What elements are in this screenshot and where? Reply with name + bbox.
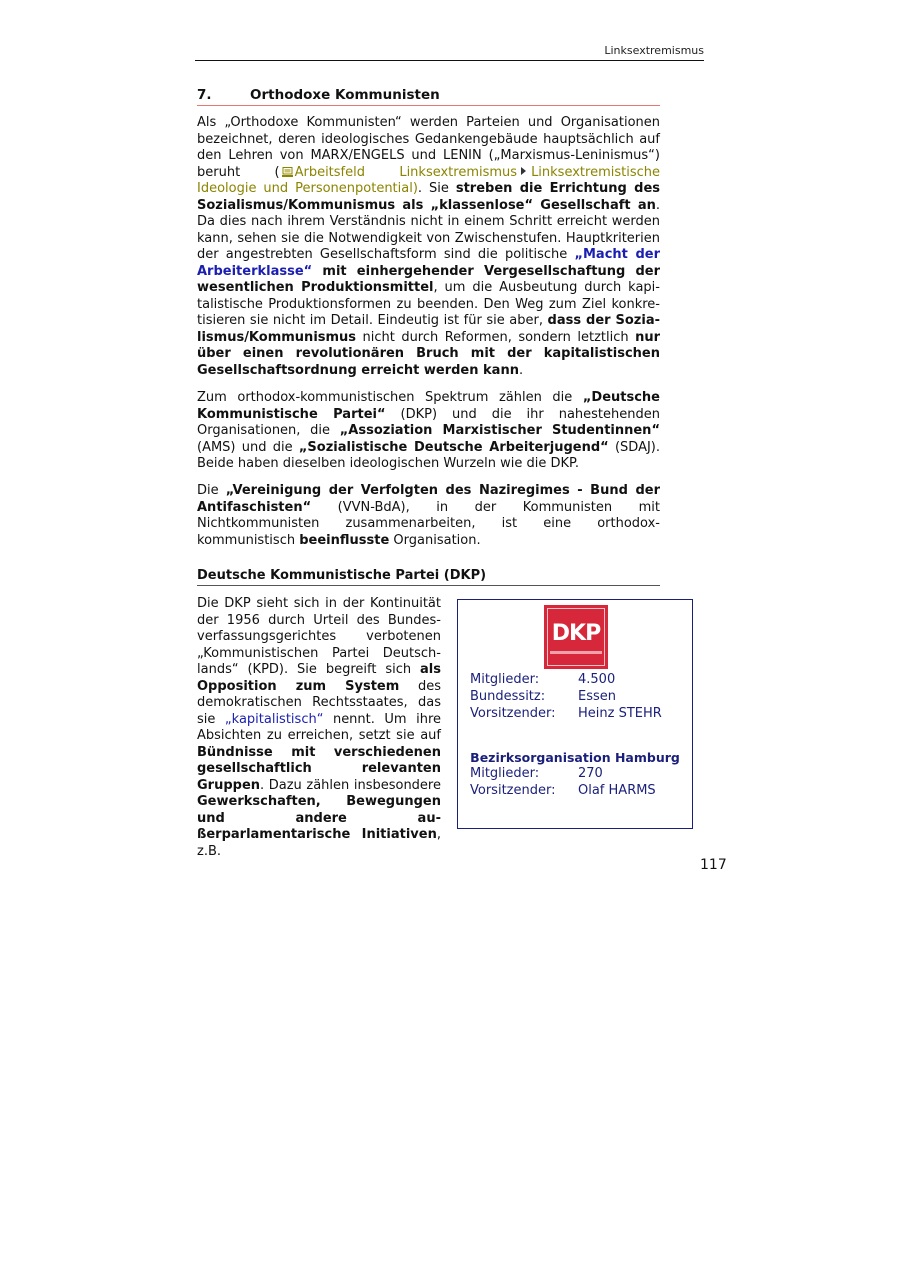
text-run: (SDAJ). Beide haben dieselben ideologischen Wurzeln wie die DKP.	[197, 439, 661, 471]
bold-run: als Opposition zum System	[197, 662, 441, 694]
regional-row-members	[470, 766, 603, 782]
info-label: Mitglieder:	[470, 672, 540, 687]
bold-run: dass der Sozialismus/Kommunismus	[197, 313, 660, 345]
section-heading	[197, 87, 660, 106]
info-row-chair	[470, 706, 662, 722]
text-run: Zum orthodox-kommunistischen Spektrum zählen die	[197, 390, 583, 405]
paragraph-1	[197, 115, 660, 379]
bold-run: beeinflusste	[299, 532, 390, 548]
bold-run: „Assoziation Marxistischer Studentinnen“	[339, 423, 660, 438]
text-run: . Sie	[417, 181, 456, 196]
info-value: 270	[578, 766, 603, 781]
glossary-link-kapitalistisch[interactable]: „kapitalistisch“	[224, 711, 324, 727]
triangle-right-icon	[521, 167, 526, 175]
subsection-heading: Deutsche Kommunistische Partei (DKP)	[197, 568, 660, 586]
text-run: , z.B.	[197, 827, 441, 859]
section-number: 7.	[197, 87, 212, 103]
info-value: Essen	[578, 689, 616, 704]
info-value: Heinz STEHR	[578, 706, 662, 721]
text-run: (VVN-BdA), in der Kommunisten mit Nichtkommunisten zusammenarbeiten, ist eine orthodox-kommunistisch	[197, 499, 660, 548]
text-run: , um die Ausbeutung durch kapitalistische Produktionsformen zu beenden. Den Weg zum Ziel konkretisieren sie nicht im Detail. Eindeutig ist für sie aber,	[197, 280, 660, 328]
glossary-link-macht-der-arbeiterklasse[interactable]: „Macht der Arbeiterklasse“	[197, 247, 660, 279]
info-value: 4.500	[578, 672, 616, 687]
running-header: Linksextremismus	[195, 44, 704, 61]
regional-title: Bezirksorganisation Hamburg	[470, 750, 680, 765]
text-run: . Da dies nach ihrem Verständnis nicht in einem Schritt erreicht werden kann, sehen sie die Notwendigkeit von Zwischenstufen. Hauptkriterien der angestrebten Gesellschaftsform sind die politische	[197, 197, 660, 262]
info-label: Mitglieder:	[470, 766, 540, 781]
bold-run: „Deutsche Kommunistische Partei“	[197, 390, 660, 422]
text-run: (DKP) und die ihr nahestehenden Organisationen, die	[197, 406, 660, 438]
page-number: 117	[700, 857, 727, 873]
bold-run: „Sozialistische Deutsche Arbeiterjugend“	[298, 439, 609, 455]
bold-run: streben die Errichtung des Sozialismus/Kommunismus als „klassenlose“ Gesellschaft an	[197, 181, 661, 213]
info-label: Vorsitzender:	[470, 706, 556, 721]
bold-run: „Vereinigung der Verfolgten des Naziregimes - Bund der Antifaschisten“	[197, 483, 660, 515]
text-run: Organisation.	[389, 532, 481, 548]
text-run: .	[518, 362, 524, 378]
text-run: des demokratischen Rechtsstaates, das sie	[197, 678, 442, 727]
link-ideologie[interactable]: Linksextremistische Ideologie und Personenpotential)	[197, 164, 660, 196]
text-run: nennt. Um ihre Absichten zu erreichen, setzt sie auf	[197, 711, 442, 743]
logo-subline	[550, 651, 602, 654]
bold-run: nur über einen revolutionären Bruch mit der kapitalistischen Gesellschaftsordnung erreicht werden kann	[197, 329, 660, 378]
info-label: Vorsitzender:	[470, 783, 556, 798]
link-arbeitsfeld[interactable]: Arbeitsfeld Linksextremismus	[294, 164, 518, 180]
regional-row-chair	[470, 783, 656, 799]
paragraph-4	[197, 596, 441, 860]
text-run: Als „Orthodoxe Kommunisten“ werden Parteien und Organisationen bezeichnet, deren ideologisches Gedankengebäude hauptsächlich auf den Lehren von MARX/ENGELS und LENIN („Marxismus-Leninismus“) beruht (	[197, 115, 660, 180]
bold-run: mit einhergehender Vergesellschaftung der wesentlichen Produktionsmittel	[197, 263, 660, 295]
computer-monitor-icon	[282, 166, 293, 176]
text-run: . Dazu zählen insbesondere	[260, 777, 441, 793]
info-row-seat	[470, 689, 616, 705]
info-row-members	[470, 672, 615, 688]
section-title: Orthodoxe Kommunisten	[250, 87, 440, 103]
text-run: Die	[197, 483, 226, 498]
dkp-info-box	[457, 599, 693, 829]
paragraph-2	[197, 390, 660, 473]
text-run: Die DKP sieht sich in der Kontinuität der 1956 durch Urteil des Bundesverfassungsgerichtes verbotenen „Kommunistischen Partei Deutschlands“ (KPD). Sie begreift sich	[197, 596, 441, 677]
logo-text: DKP	[551, 621, 601, 646]
dkp-logo	[544, 605, 608, 669]
bold-run: Bündnisse mit verschiedenen gesellschaftlich relevanten Gruppen	[197, 744, 441, 793]
text-run: (AMS) und die	[197, 439, 299, 455]
text-run: nicht durch Reformen, sondern letztlich	[356, 329, 636, 345]
info-value: Olaf HARMS	[578, 783, 656, 798]
bold-run: Gewerkschaften, Bewegungen und andere außerparlamentarische Initiativen	[197, 794, 441, 842]
info-label: Bundessitz:	[470, 689, 546, 704]
paragraph-3	[197, 483, 660, 549]
